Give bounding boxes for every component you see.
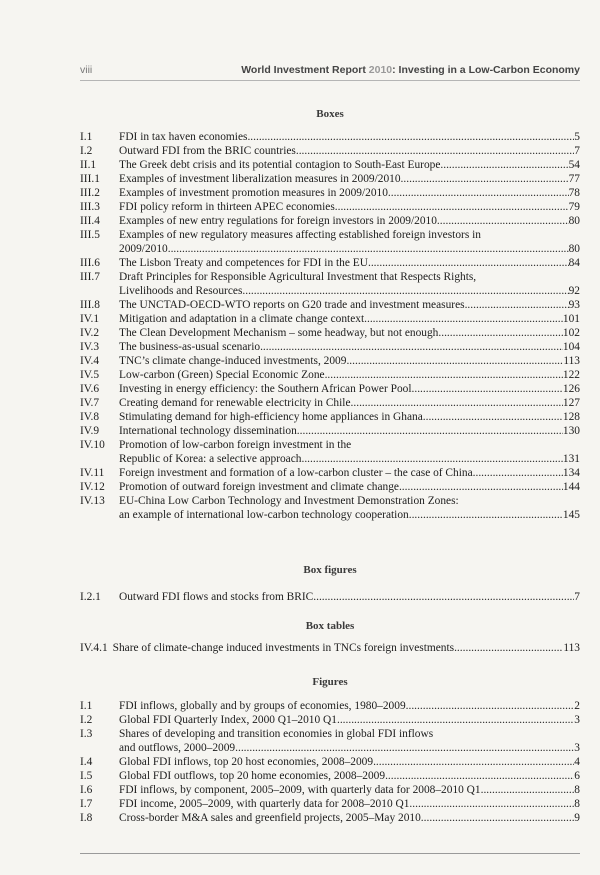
entry-title: The UNCTAD-OECD-WTO reports on G20 trade and investment measures [119,299,465,311]
dot-leader [346,354,563,368]
dot-leader [438,326,563,340]
entry-line [119,200,580,214]
entry-number: IV.5 [80,369,100,381]
entry-title: International technology dissemination [119,425,297,437]
box-figures-list [80,590,580,604]
toc-entry [80,797,580,811]
dot-leader [454,641,563,655]
entry-title: Examples of investment promotion measures in 2009/2010 [119,187,388,199]
toc-entry [80,713,580,727]
toc-entry [80,130,580,144]
dot-leader [296,144,574,158]
entry-body [119,769,580,783]
dot-leader [168,242,569,256]
entry-line [119,783,580,797]
dot-leader [337,713,574,727]
entry-line [119,242,580,256]
entry-number: IV.13 [80,495,105,507]
entry-line [119,396,580,410]
entry-line [119,340,580,354]
toc-entry [80,755,580,769]
entry-title: Share of climate-change induced investments in TNCs foreign investments [112,642,455,654]
entry-body [119,200,580,214]
entry-title: FDI inflows, globally and by groups of economies, 1980–2009 [119,700,406,712]
entry-line [119,228,580,242]
entry-number: IV.10 [80,439,105,451]
entry-body [119,699,580,713]
entry-number: III.3 [80,201,100,213]
entry-page: 113 [563,355,580,367]
entry-page: 130 [562,425,580,437]
entry-title: Shares of developing and transition economies in global FDI inflows [119,728,434,740]
entry-line [119,368,580,382]
entry-body [119,713,580,727]
entry-title: The Clean Development Mechanism – some headway, but not enough [119,327,439,339]
dot-leader [325,368,563,382]
entry-page: 80 [568,215,580,227]
dot-leader [473,466,563,480]
toc-entry [80,214,580,228]
entry-line [119,326,580,340]
entry-page: 113 [563,642,580,654]
entry-page: 7 [574,145,580,157]
entry-title: Global FDI outflows, top 20 home economies, 2008–2009 [119,770,386,782]
toc-entry [80,144,580,158]
dot-leader [385,769,574,783]
box-tables-list [80,641,580,655]
entry-line [119,298,580,312]
toc-entry [80,480,580,494]
toc-entry [80,769,580,783]
toc-entry [80,727,580,755]
entry-page: 8 [574,784,580,796]
entry-number: I.5 [80,770,93,782]
entry-line [119,769,580,783]
entry-title: Cross-border M&A sales and greenfield projects, 2005–May 2010 [119,812,421,824]
entry-page: 4 [574,756,580,768]
entry-body [119,396,580,410]
entry-body [119,256,580,270]
toc-entry [80,641,580,655]
entry-body [119,755,580,769]
entry-line [119,494,580,508]
entry-line [119,741,580,755]
title-suffix: : Investing in a Low-Carbon Economy [392,64,580,76]
toc-entry [80,172,580,186]
entry-body [119,130,580,144]
toc-entry [80,298,580,312]
entry-number: IV.6 [80,383,100,395]
entry-number: I.6 [80,784,93,796]
entry-line [119,144,580,158]
entry-page: 126 [562,383,580,395]
toc-entry [80,494,580,522]
entry-line [119,438,580,452]
entry-line [119,480,580,494]
entry-page: 131 [562,453,580,465]
entry-page: 127 [562,397,580,409]
dot-leader [412,382,563,396]
entry-title: Examples of new entry regulations for foreign investors in 2009/2010 [119,215,437,227]
entry-page: 54 [568,159,580,171]
entry-page: 84 [568,257,580,269]
dot-leader [260,340,563,354]
title-prefix: World Investment Report [241,64,369,76]
entry-number: IV.9 [80,425,100,437]
entry-number: III.5 [80,229,100,241]
dot-leader [421,811,575,825]
entry-body [119,270,580,298]
dot-leader [437,214,569,228]
entry-number: IV.12 [80,481,105,493]
entry-title: Foreign investment and formation of a low-carbon cluster – the case of China [119,467,473,479]
entry-number: IV.1 [80,313,100,325]
toc-entry [80,424,580,438]
entry-body [119,312,580,326]
toc-entry [80,396,580,410]
dot-leader [351,396,563,410]
entry-number: I.8 [80,812,93,824]
entry-line [119,312,580,326]
entry-title: FDI policy reform in thirteen APEC economies [119,201,335,213]
entry-page: 78 [568,187,580,199]
dot-leader [335,200,569,214]
entry-body [119,783,580,797]
entry-title: Examples of investment liberalization measures in 2009/2010 [119,173,401,185]
entry-page: 128 [562,411,580,423]
entry-title: Promotion of low-carbon foreign investment in the [119,439,352,451]
entry-line [119,811,580,825]
entry-line [119,284,580,298]
entry-line [119,590,580,604]
entry-number: IV.3 [80,341,100,353]
entry-line [119,713,580,727]
entry-title: Global FDI inflows, top 20 host economies, 2008–2009 [119,756,374,768]
entry-title: The Lisbon Treaty and competences for FDI in the EU [119,257,368,269]
entry-title: FDI inflows, by component, 2005–2009, with quarterly data for 2008–2010 Q1 [119,784,481,796]
entry-page: 145 [562,509,580,521]
entry-page: 8 [574,798,580,810]
entry-page: 104 [562,341,580,353]
entry-number: I.4 [80,756,93,768]
entry-title: 2009/2010 [119,243,168,255]
entry-line [119,466,580,480]
toc-entry [80,326,580,340]
entry-body [119,797,580,811]
entry-number: IV.2 [80,327,100,339]
entry-line [119,256,580,270]
entry-title: The Greek debt crisis and its potential contagion to South-East Europe [119,159,441,171]
toc-entry [80,256,580,270]
entry-number: III.4 [80,215,100,227]
section-heading-box-tables: Box tables [305,620,355,632]
entry-body [119,354,580,368]
entry-body [119,228,580,256]
entry-page: 102 [562,327,580,339]
entry-title: Promotion of outward foreign investment and climate change [119,481,399,493]
entry-number: I.7 [80,798,93,810]
entry-line [119,158,580,172]
entry-number: I.1 [80,700,93,712]
entry-number: IV.11 [80,467,105,479]
entry-number: I.2 [80,714,93,726]
entry-title: Stimulating demand for high-efficiency home appliances in Ghana [119,411,423,423]
entry-body [80,641,580,655]
entry-body [119,340,580,354]
dot-leader [301,452,562,466]
toc-entry [80,200,580,214]
dot-leader [235,741,574,755]
entry-number: I.2.1 [80,591,101,603]
entry-line [119,452,580,466]
dot-leader [373,755,574,769]
entry-page: 7 [574,591,580,603]
dot-leader [409,508,563,522]
entry-title: EU-China Low Carbon Technology and Investment Demonstration Zones: [119,495,459,507]
entry-body [119,172,580,186]
entry-page: 3 [574,742,580,754]
entry-page: 144 [562,481,580,493]
entry-number: III.2 [80,187,100,199]
dot-leader [423,410,563,424]
toc-entry [80,466,580,480]
toc-entry [80,368,580,382]
entry-number: III.6 [80,257,100,269]
entry-number: I.3 [80,728,93,740]
entry-title: Examples of new regulatory measures affecting established foreign investors in [119,229,481,241]
entry-body [119,727,580,755]
entry-title: Livelihoods and Resources [119,285,243,297]
entry-body [119,480,580,494]
entry-body [119,368,580,382]
entry-number: IV.8 [80,411,100,423]
entry-body [119,424,580,438]
toc-entry [80,186,580,200]
entry-line [119,410,580,424]
figures-list [80,699,580,825]
entry-line [119,424,580,438]
entry-page: 2 [574,700,580,712]
section-heading-figures: Figures [312,676,348,688]
running-title [241,64,580,76]
dot-leader [313,590,574,604]
page-number: viii [80,64,93,76]
entry-body [119,494,580,522]
entry-title: TNC’s climate change-induced investments, 2009 [119,355,347,367]
running-header [80,60,580,80]
entry-page: 134 [562,467,580,479]
dot-leader [465,298,569,312]
dot-leader [406,699,575,713]
entry-body [119,438,580,466]
dot-leader [401,172,569,186]
entry-body [119,410,580,424]
entry-line [119,172,580,186]
dot-leader [388,186,569,200]
dot-leader [364,312,563,326]
entry-line [119,270,580,284]
entry-page: 101 [562,313,580,325]
entry-page: 5 [574,131,580,143]
toc-entry [80,312,580,326]
entry-number: III.1 [80,173,100,185]
entry-number: IV.4.1 [80,642,108,654]
dot-leader [247,130,574,144]
toc-entry [80,228,580,256]
entry-title: and outflows, 2000–2009 [119,742,236,754]
section-heading-box-figures: Box figures [303,564,357,576]
title-year: 2010 [368,64,393,76]
entry-line [80,641,580,655]
entry-line [119,727,580,741]
entry-line [119,186,580,200]
toc-entry [80,699,580,713]
dot-leader [409,797,574,811]
entry-title: Republic of Korea: a selective approach [119,453,302,465]
toc-entry [80,270,580,298]
entry-number: II.1 [80,159,97,171]
entry-line [119,354,580,368]
toc-entry [80,410,580,424]
entry-body [119,144,580,158]
dot-leader [297,424,563,438]
toc-entry [80,340,580,354]
dot-leader [481,783,575,797]
entry-title: FDI income, 2005–2009, with quarterly data for 2008–2010 Q1 [119,798,410,810]
dot-leader [440,158,568,172]
entry-page: 79 [568,201,580,213]
entry-body [119,214,580,228]
entry-page: 122 [562,369,580,381]
entry-line [119,508,580,522]
toc-entry [80,811,580,825]
toc-entry [80,354,580,368]
entry-body [119,382,580,396]
entry-page: 80 [568,243,580,255]
entry-title: Draft Principles for Responsible Agricultural Investment that Respects Rights, [119,271,477,283]
entry-number: IV.4 [80,355,100,367]
entry-number: IV.7 [80,397,100,409]
entry-page: 93 [568,299,580,311]
entry-number: I.2 [80,145,93,157]
entry-line [119,130,580,144]
entry-title: Outward FDI flows and stocks from BRIC [119,591,314,603]
entry-body [119,326,580,340]
entry-page: 92 [568,285,580,297]
entry-body [119,466,580,480]
dot-leader [368,256,569,270]
entry-title: Mitigation and adaptation in a climate change context [119,313,365,325]
entry-body [119,811,580,825]
footer-rule [80,853,580,854]
entry-line [119,214,580,228]
entry-title: Creating demand for renewable electricity in Chile [119,397,351,409]
entry-title: FDI in tax haven economies [119,131,248,143]
section-heading-boxes: Boxes [316,108,344,120]
entry-title: Investing in energy efficiency: the Southern African Power Pool [119,383,412,395]
entry-title: an example of international low-carbon technology cooperation [119,509,409,521]
entry-page: 77 [568,173,580,185]
toc-entry [80,158,580,172]
entry-body [119,298,580,312]
toc-entry [80,590,580,604]
entry-page: 6 [574,770,580,782]
dot-leader [242,284,568,298]
entry-number: I.1 [80,131,93,143]
toc-entry [80,382,580,396]
header-rule [80,80,580,81]
entry-page: 3 [574,714,580,726]
entry-line [119,755,580,769]
toc-entry [80,438,580,466]
boxes-list [80,130,580,522]
entry-title: Low-carbon (Green) Special Economic Zone [119,369,325,381]
entry-line [119,699,580,713]
entry-title: Global FDI Quarterly Index, 2000 Q1–2010 Q1 [119,714,337,726]
entry-line [119,382,580,396]
toc-entry [80,783,580,797]
entry-number: III.8 [80,299,100,311]
entry-body [119,186,580,200]
entry-body [119,590,580,604]
entry-page: 9 [574,812,580,824]
entry-title: The business-as-usual scenario [119,341,261,353]
entry-number: III.7 [80,271,100,283]
entry-line [119,797,580,811]
entry-body [119,158,580,172]
dot-leader [399,480,563,494]
entry-title: Outward FDI from the BRIC countries [119,145,296,157]
